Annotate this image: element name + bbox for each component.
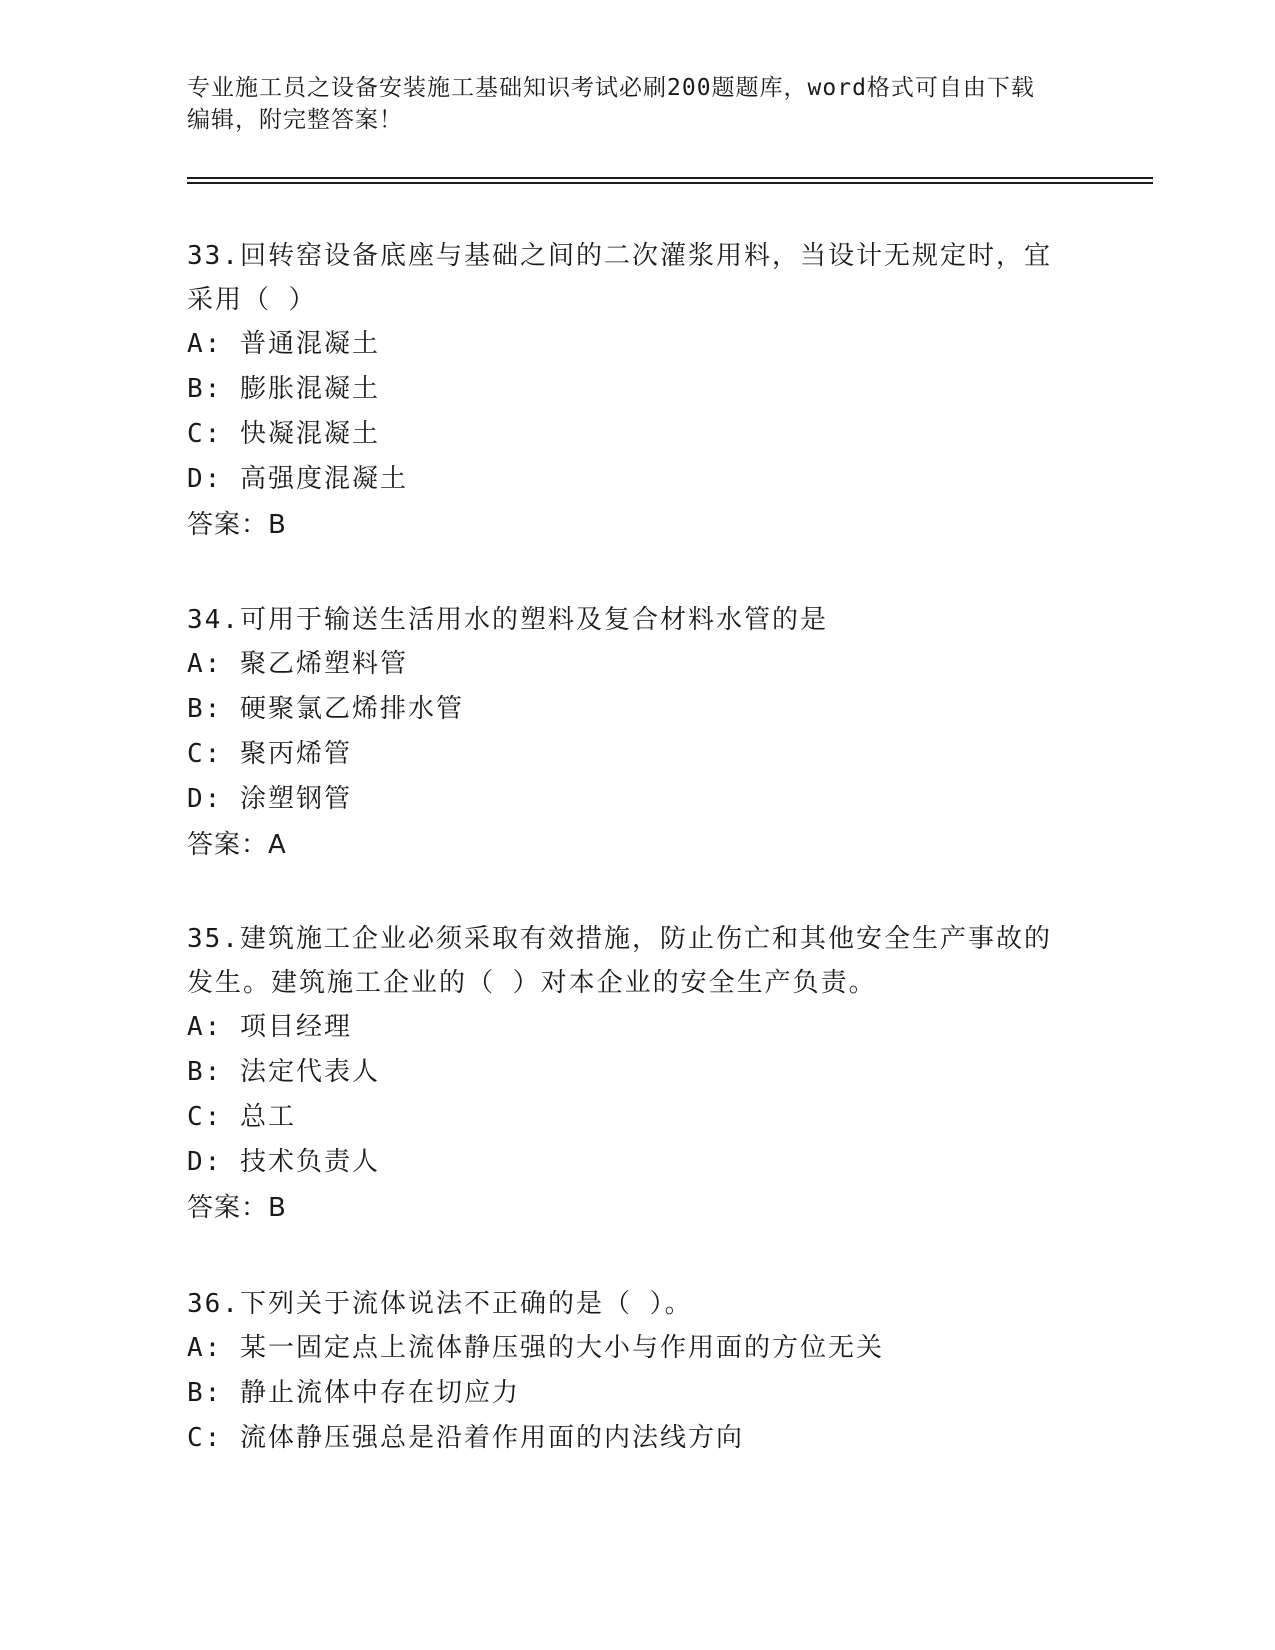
option-c: C: 流体静压强总是沿着作用面的内法线方向 bbox=[187, 1423, 744, 1453]
option-a: A: 某一固定点上流体静压强的大小与作用面的方位无关 bbox=[187, 1333, 884, 1363]
header-divider-top bbox=[187, 177, 1153, 179]
question-stem: 33.回转窑设备底座与基础之间的二次灌浆用料，当设计无规定时，宜 bbox=[187, 241, 1052, 271]
question-stem: 34.可用于输送生活用水的塑料及复合材料水管的是 bbox=[187, 605, 828, 635]
option-d: D: 涂塑钢管 bbox=[187, 784, 352, 814]
question-33 bbox=[187, 234, 1087, 548]
document-header bbox=[187, 72, 1087, 136]
option-a: A: 项目经理 bbox=[187, 1012, 352, 1042]
answer: 答案：A bbox=[187, 830, 287, 860]
question-stem: 36.下列关于流体说法不正确的是（ ）。 bbox=[187, 1289, 693, 1319]
header-divider-bottom bbox=[187, 182, 1153, 184]
question-35 bbox=[187, 917, 1087, 1231]
option-b: B: 膨胀混凝土 bbox=[187, 374, 380, 404]
option-c: C: 快凝混凝土 bbox=[187, 419, 380, 449]
answer: 答案：B bbox=[187, 1193, 287, 1223]
header-line-1: 专业施工员之设备安装施工基础知识考试必刷200题题库，word格式可自由下载 bbox=[187, 75, 1035, 101]
option-b: B: 硬聚氯乙烯排水管 bbox=[187, 694, 464, 724]
answer: 答案：B bbox=[187, 510, 287, 540]
option-b: B: 静止流体中存在切应力 bbox=[187, 1378, 520, 1408]
option-c: C: 聚丙烯管 bbox=[187, 739, 352, 769]
option-d: D: 技术负责人 bbox=[187, 1147, 380, 1177]
header-line-2: 编辑，附完整答案！ bbox=[187, 107, 403, 133]
question-36 bbox=[187, 1282, 1087, 1461]
option-a: A: 普通混凝土 bbox=[187, 329, 380, 359]
option-c: C: 总工 bbox=[187, 1102, 296, 1132]
question-34 bbox=[187, 598, 1087, 868]
option-d: D: 高强度混凝土 bbox=[187, 464, 408, 494]
question-stem-continued: 发生。建筑施工企业的（ ）对本企业的安全生产负责。 bbox=[187, 968, 877, 998]
question-stem-continued: 采用（ ） bbox=[187, 285, 317, 315]
option-b: B: 法定代表人 bbox=[187, 1057, 380, 1087]
option-a: A: 聚乙烯塑料管 bbox=[187, 649, 408, 679]
question-stem: 35.建筑施工企业必须采取有效措施，防止伤亡和其他安全生产事故的 bbox=[187, 924, 1052, 954]
